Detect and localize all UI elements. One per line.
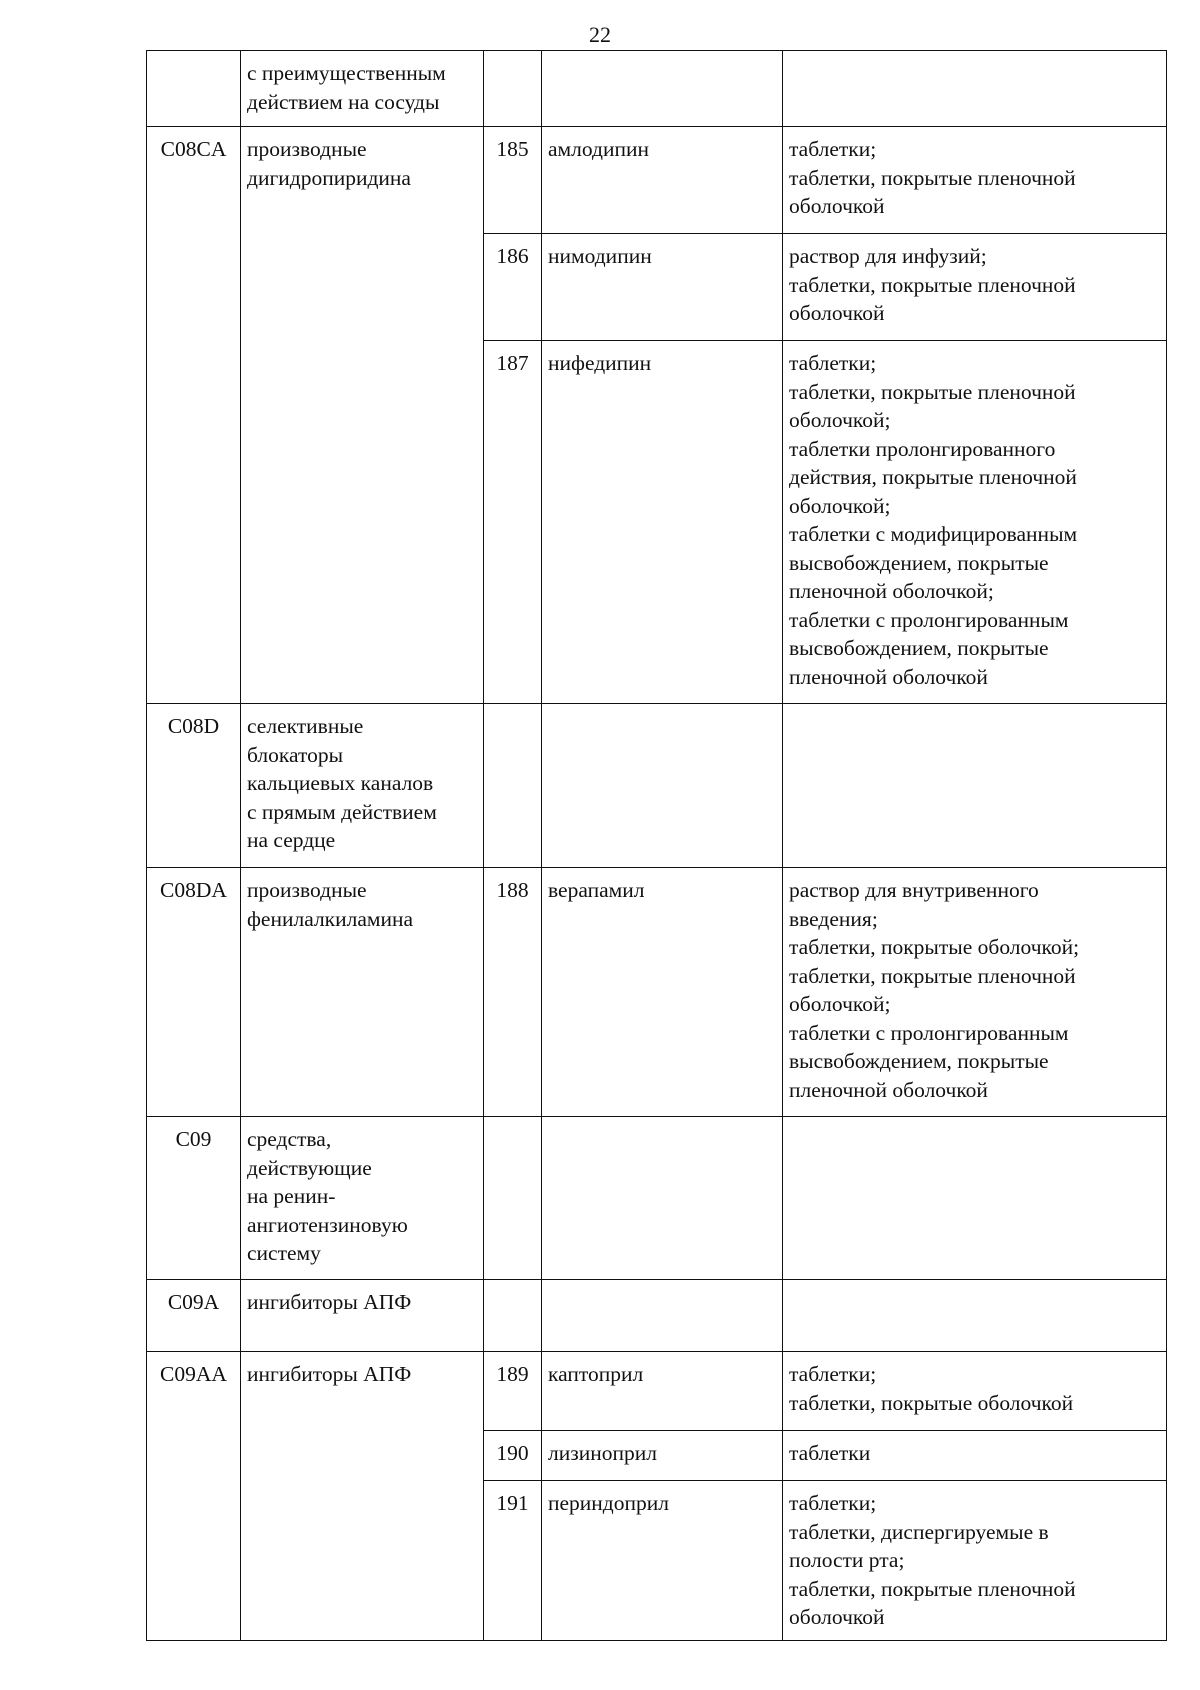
drug-name: лизиноприл: [542, 1431, 783, 1481]
drug-name: периндоприл: [542, 1481, 783, 1641]
item-number: 188: [484, 868, 542, 1117]
dosage-forms: таблетки; таблетки, покрытые пленочной оболочкой: [783, 127, 1167, 234]
dosage-forms: таблетки; таблетки, покрытые оболочкой: [783, 1352, 1167, 1431]
item-number: 187: [484, 341, 542, 704]
drug-name: [542, 1280, 783, 1352]
atc-code: [147, 51, 241, 127]
atc-code: C08D: [147, 704, 241, 868]
atc-code: C09: [147, 1117, 241, 1280]
table-row: [147, 1117, 1167, 1280]
item-number: 186: [484, 234, 542, 341]
atc-code: C08DA: [147, 868, 241, 1117]
drug-name: нимодипин: [542, 234, 783, 341]
item-number: 190: [484, 1431, 542, 1481]
dosage-forms: раствор для внутривенного введения; таблетки, покрытые оболочкой; таблетки, покрытые пленочной оболочкой; таблетки с пролонгированным высвобождением, покрытые пленочной оболочкой: [783, 868, 1167, 1117]
drug-name: каптоприл: [542, 1352, 783, 1431]
item-number: 189: [484, 1352, 542, 1431]
dosage-forms: [783, 51, 1167, 127]
table-row: [147, 1352, 1167, 1431]
page-number: 22: [589, 22, 611, 47]
drug-table: [146, 50, 1167, 1641]
dosage-forms: таблетки; таблетки, покрытые пленочной оболочкой; таблетки пролонгированного действия, покрытые пленочной оболочкой; таблетки с модифицированным высвобождением, покрытые пленочной оболочкой; таблетки с пролонгированным высвобождением, покрытые пленочной оболочкой: [783, 341, 1167, 704]
table-row: [147, 127, 1167, 234]
atc-code: C08CA: [147, 127, 241, 704]
drug-name: амлодипин: [542, 127, 783, 234]
dosage-forms: [783, 1280, 1167, 1352]
atc-code: C09A: [147, 1280, 241, 1352]
item-number: [484, 1117, 542, 1280]
table-row: [147, 868, 1167, 1117]
drug-name: [542, 1117, 783, 1280]
group-name: производные дигидропиридина: [241, 127, 484, 704]
group-name: производные фенилалкиламина: [241, 868, 484, 1117]
drug-name: [542, 51, 783, 127]
dosage-forms: таблетки; таблетки, диспергируемые в полости рта; таблетки, покрытые пленочной оболочкой: [783, 1481, 1167, 1641]
table-row: [147, 1280, 1167, 1352]
item-number: [484, 704, 542, 868]
item-number: [484, 1280, 542, 1352]
dosage-forms: таблетки: [783, 1431, 1167, 1481]
table-row: [147, 704, 1167, 868]
group-name: с преимущественным действием на сосуды: [241, 51, 484, 127]
drug-name: нифедипин: [542, 341, 783, 704]
item-number: [484, 51, 542, 127]
atc-code: C09AA: [147, 1352, 241, 1641]
drug-name: верапамил: [542, 868, 783, 1117]
dosage-forms: [783, 704, 1167, 868]
group-name: ингибиторы АПФ: [241, 1280, 484, 1352]
group-name: ингибиторы АПФ: [241, 1352, 484, 1641]
dosage-forms: [783, 1117, 1167, 1280]
dosage-forms: раствор для инфузий; таблетки, покрытые пленочной оболочкой: [783, 234, 1167, 341]
drug-name: [542, 704, 783, 868]
item-number: 191: [484, 1481, 542, 1641]
item-number: 185: [484, 127, 542, 234]
table-row: [147, 51, 1167, 127]
group-name: средства, действующие на ренин- ангиотензиновую систему: [241, 1117, 484, 1280]
group-name: селективные блокаторы кальциевых каналов с прямым действием на сердце: [241, 704, 484, 868]
